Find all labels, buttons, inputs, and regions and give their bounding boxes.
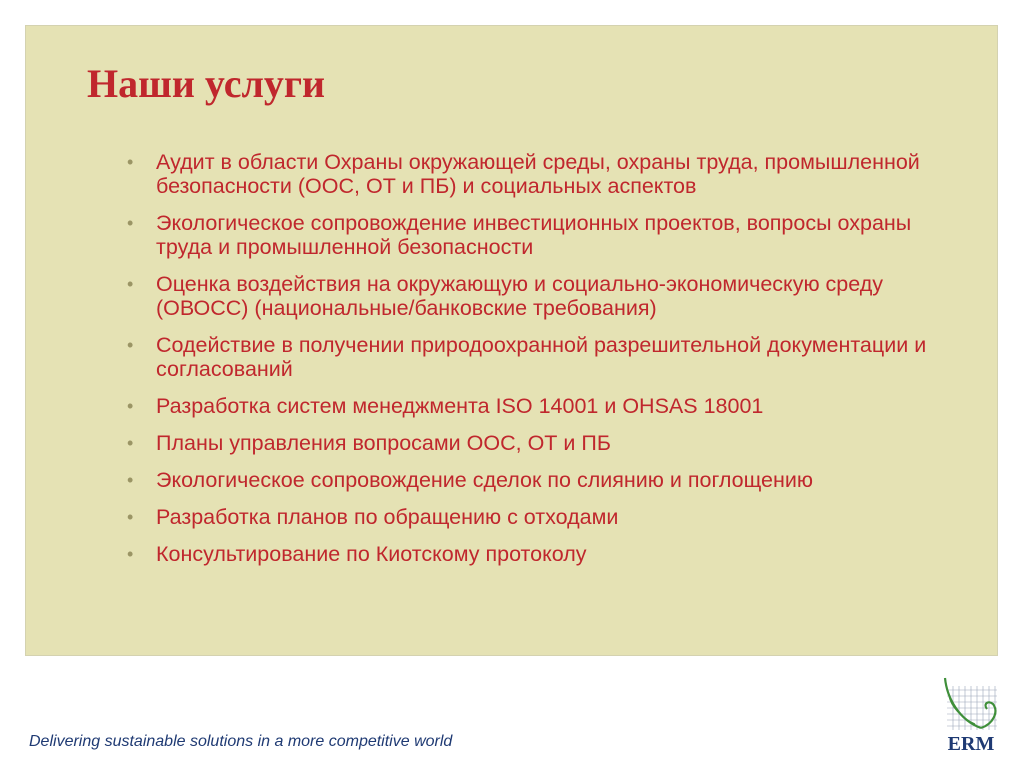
bullet-item [127, 211, 967, 259]
bullet-text: Консультирование по Киотскому протоколу [156, 542, 587, 566]
bullet-text: Аудит в области Охраны окружающей среды, охраны труда, промышленной безопасности (ООС, ОТ и ПБ) и социальных аспектов [156, 150, 920, 198]
bullet-icon: • [127, 433, 134, 453]
bullet-text: Разработка систем менеджмента ISO 14001 и OHSAS 18001 [156, 394, 764, 418]
bullet-item [127, 394, 967, 418]
erm-leaf-grid-logo-icon [941, 676, 1001, 732]
bullet-item [127, 468, 967, 492]
footer-tagline: Delivering sustainable solutions in a more competitive world [29, 733, 453, 750]
bullet-icon: • [127, 544, 134, 564]
bullet-icon: • [127, 507, 134, 527]
bullet-item [127, 505, 967, 529]
bullet-text: Содействие в получении природоохранной разрешительной документации и согласований [156, 333, 927, 381]
bullet-item [127, 542, 967, 566]
erm-logo-text: ERM [947, 733, 995, 755]
bullet-icon: • [127, 152, 134, 172]
bullet-item [127, 333, 967, 381]
erm-logo [941, 676, 1001, 754]
services-bullet-list [127, 150, 967, 579]
bullet-item [127, 272, 967, 320]
bullet-icon: • [127, 470, 134, 490]
bullet-item [127, 150, 967, 198]
bullet-text: Экологическое сопровождение сделок по слиянию и поглощению [156, 468, 813, 492]
bullet-text: Планы управления вопросами ООС, ОТ и ПБ [156, 431, 611, 455]
bullet-icon: • [127, 396, 134, 416]
bullet-item [127, 431, 967, 455]
bullet-text: Оценка воздействия на окружающую и социально-экономическую среду (ОВОСС) (национальные/банковские требования) [156, 272, 884, 320]
bullet-text: Разработка планов по обращению с отходами [156, 505, 619, 529]
bullet-icon: • [127, 335, 134, 355]
bullet-text: Экологическое сопровождение инвестиционных проектов, вопросы охраны труда и промышленной безопасности [156, 211, 912, 259]
slide-title: Наши услуги [87, 61, 326, 106]
bullet-icon: • [127, 213, 134, 233]
bullet-icon: • [127, 274, 134, 294]
